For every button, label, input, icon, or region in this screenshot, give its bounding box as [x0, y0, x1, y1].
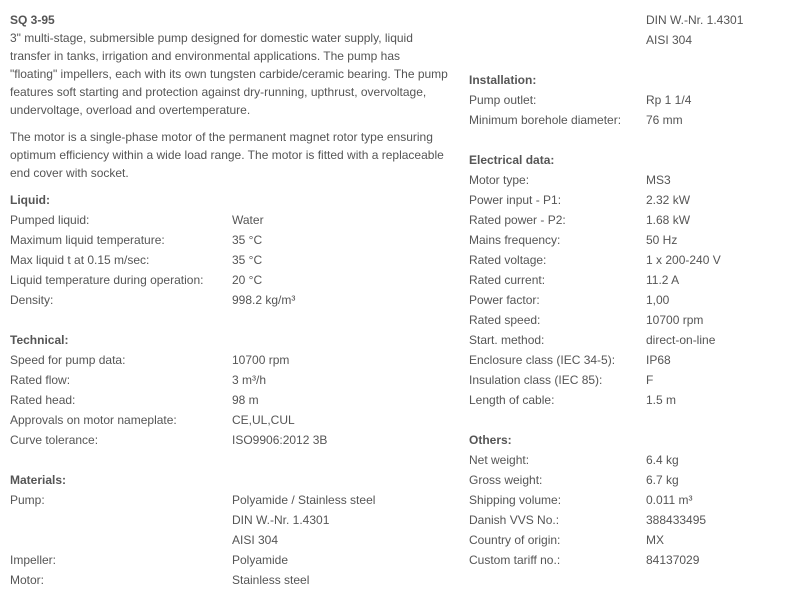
- spec-label: Rated flow:: [10, 373, 71, 387]
- liquid-heading: Liquid:: [10, 193, 50, 207]
- others-heading: Others:: [469, 433, 512, 447]
- spec-value: 1.5 m: [646, 393, 677, 407]
- spec-label: Motor:: [10, 573, 45, 587]
- spec-value: Polyamide: [232, 553, 289, 567]
- spec-label: Minimum borehole diameter:: [469, 113, 622, 127]
- spec-value: 2.32 kW: [646, 193, 691, 207]
- spec-label: Speed for pump data:: [10, 353, 126, 367]
- spec-label: Maximum liquid temperature:: [10, 233, 165, 247]
- product-description: 3" multi-stage, submersible pump designed for domestic water supply, liquid transfer in tanks, irrigation and environmental applications. The pump has "floating" impellers, each with its own tungsten carbide/ceramic bearing. The pump features soft starting and protection against dry-running, upthrust, overvoltage, undervoltage, overload and overtemperature.: [10, 31, 448, 117]
- spec-value: Water: [232, 213, 264, 227]
- spec-value: 11.2 A: [646, 273, 680, 287]
- spec-value: 76 mm: [646, 113, 683, 127]
- spec-label: Danish VVS No.:: [469, 513, 560, 527]
- spec-label: Rated head:: [10, 393, 76, 407]
- spec-value: direct-on-line: [646, 333, 716, 347]
- spec-value: 388433495: [646, 513, 707, 527]
- spec-label: Enclosure class (IEC 34-5):: [469, 353, 616, 367]
- spec-label: Shipping volume:: [469, 493, 562, 507]
- spec-value: Polyamide / Stainless steel: [232, 493, 376, 507]
- spec-label: Power input - P1:: [469, 193, 562, 207]
- spec-value: 20 °C: [232, 273, 263, 287]
- technical-heading: Technical:: [10, 333, 69, 347]
- spec-value: 6.4 kg: [646, 453, 679, 467]
- spec-value: MS3: [646, 173, 671, 187]
- spec-label: Insulation class (IEC 85):: [469, 373, 603, 387]
- product-title: SQ 3-95: [10, 13, 55, 27]
- spec-label: Mains frequency:: [469, 233, 561, 247]
- spec-value: Stainless steel: [232, 573, 310, 587]
- spec-value: 10700 rpm: [646, 313, 704, 327]
- spec-value: AISI 304: [232, 533, 279, 547]
- spec-value: 10700 rpm: [232, 353, 290, 367]
- spec-value: AISI 304: [646, 33, 693, 47]
- spec-label: Density:: [10, 293, 54, 307]
- spec-label: Rated power - P2:: [469, 213, 566, 227]
- spec-value: 35 °C: [232, 233, 263, 247]
- spec-value: MX: [646, 533, 664, 547]
- spec-value: 98 m: [232, 393, 259, 407]
- spec-value: 998.2 kg/m³: [232, 293, 296, 307]
- spec-value: CE,UL,CUL: [232, 413, 295, 427]
- spec-label: Custom tariff no.:: [469, 553, 561, 567]
- spec-value: 1,00: [646, 293, 670, 307]
- spec-value: 1.68 kW: [646, 213, 691, 227]
- spec-label: Curve tolerance:: [10, 433, 99, 447]
- spec-label: Start. method:: [469, 333, 545, 347]
- materials-heading: Materials:: [10, 473, 67, 487]
- spec-value: DIN W.-Nr. 1.4301: [232, 513, 330, 527]
- motor-description: The motor is a single-phase motor of the permanent magnet rotor type ensuring optimum efficiency within a wide load range. The motor is fitted with a replaceable end cover with socket.: [10, 130, 444, 180]
- spec-label: Motor type:: [469, 173, 530, 187]
- spec-value: 35 °C: [232, 253, 263, 267]
- spec-value: 3 m³/h: [232, 373, 267, 387]
- spec-label: Length of cable:: [469, 393, 555, 407]
- spec-label: Country of origin:: [469, 533, 561, 547]
- spec-value: 6.7 kg: [646, 473, 679, 487]
- spec-label: Gross weight:: [469, 473, 543, 487]
- spec-label: Pump:: [10, 493, 45, 507]
- spec-value: 1 x 200-240 V: [646, 253, 721, 267]
- installation-heading: Installation:: [469, 73, 537, 87]
- spec-label: Rated speed:: [469, 313, 541, 327]
- spec-label: Pumped liquid:: [10, 213, 90, 227]
- spec-value: DIN W.-Nr. 1.4301: [646, 13, 744, 27]
- electrical-heading: Electrical data:: [469, 153, 555, 167]
- spec-label: Max liquid t at 0.15 m/sec:: [10, 253, 150, 267]
- spec-value: F: [646, 373, 654, 387]
- spec-value: IP68: [646, 353, 671, 367]
- spec-value: ISO9906:2012 3B: [232, 433, 328, 447]
- spec-label: Rated current:: [469, 273, 546, 287]
- spec-value: Rp 1 1/4: [646, 93, 692, 107]
- spec-value: 0.011 m³: [646, 493, 693, 507]
- spec-label: Rated voltage:: [469, 253, 547, 267]
- spec-label: Liquid temperature during operation:: [10, 273, 204, 287]
- spec-label: Power factor:: [469, 293, 540, 307]
- spec-label: Net weight:: [469, 453, 530, 467]
- spec-value: 84137029: [646, 553, 700, 567]
- spec-label: Pump outlet:: [469, 93, 537, 107]
- spec-label: Impeller:: [10, 553, 57, 567]
- spec-label: Approvals on motor nameplate:: [10, 413, 177, 427]
- spec-value: 50 Hz: [646, 233, 678, 247]
